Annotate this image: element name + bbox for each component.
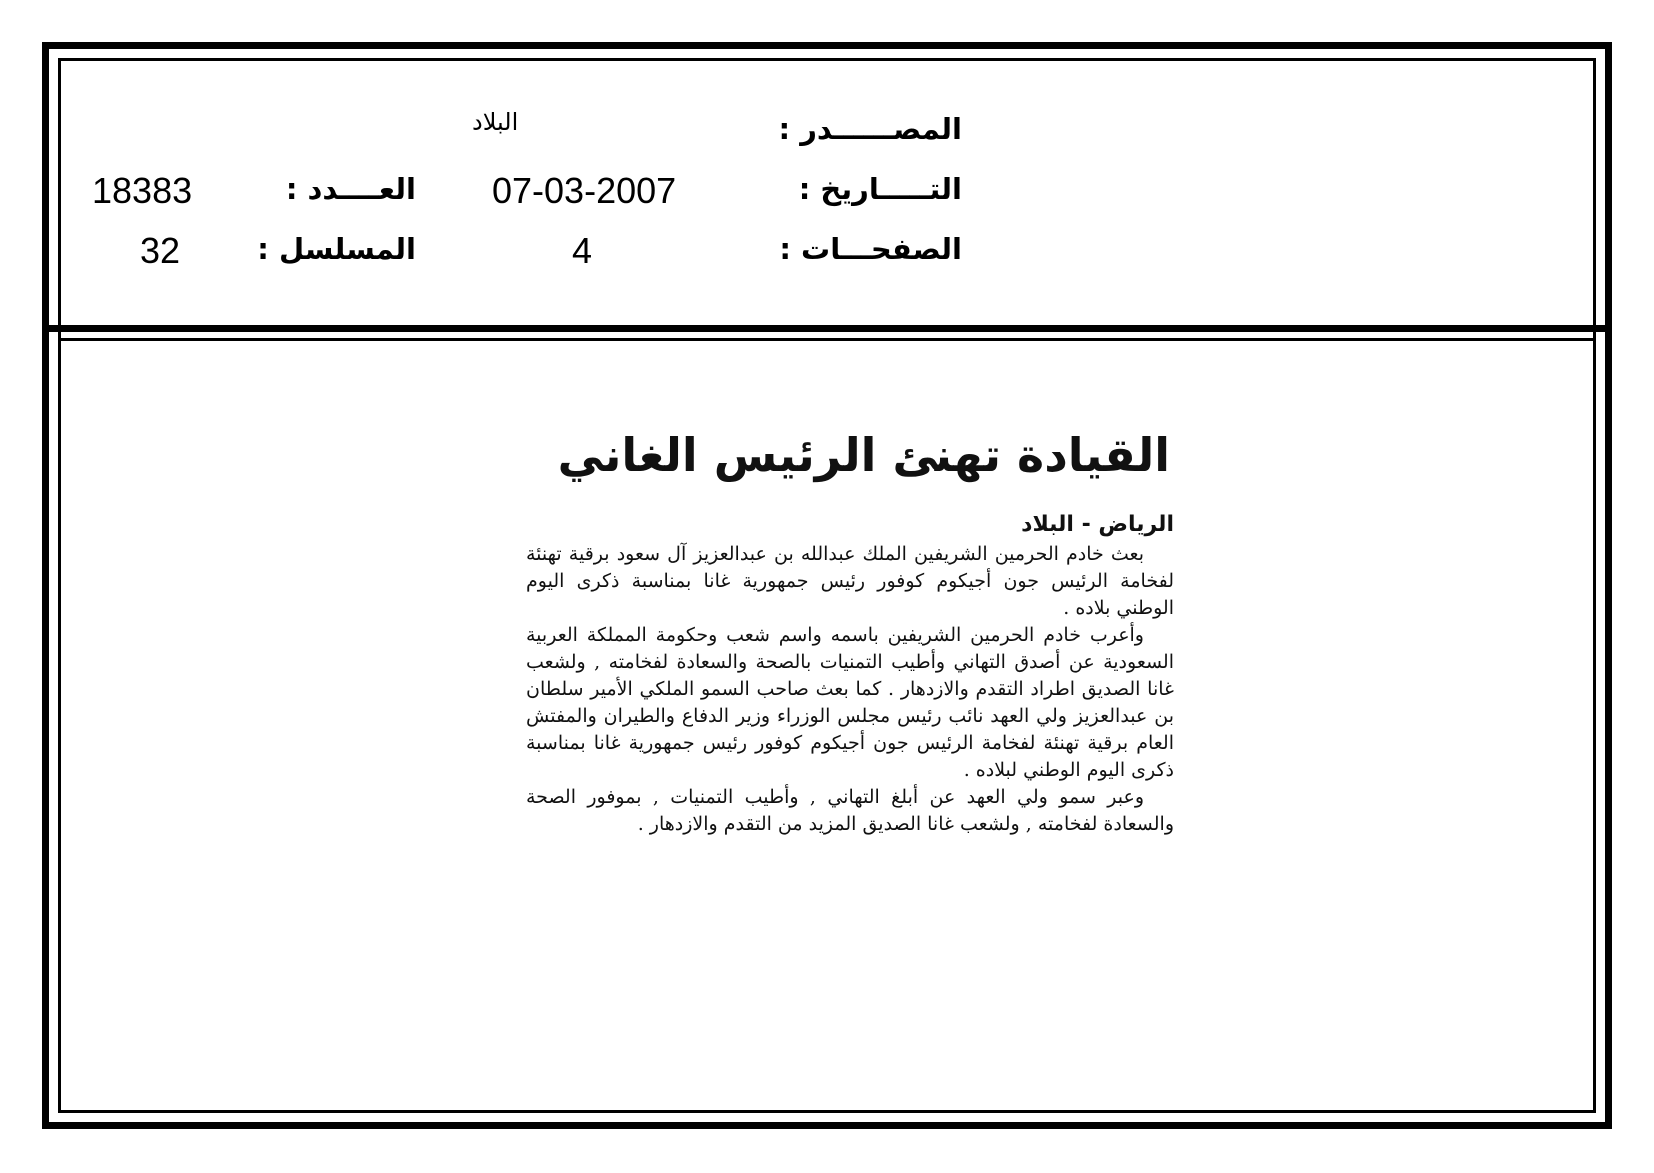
serial-value: 32 xyxy=(140,230,181,271)
pages-value: 4 xyxy=(572,230,593,271)
date-label: التـــــاريخ : xyxy=(798,172,962,206)
issue-label: العــــدد : xyxy=(285,172,416,206)
article-paragraph: بعث خادم الحرمين الشريفين الملك عبدالله بن عبدالعزيز آل سعود برقية تهنئة لفخامة الرئيس جون أجيكوم كوفور رئيس جمهورية غانا بمناسبة ذكرى اليوم الوطني بلاده . xyxy=(526,543,1174,619)
article-headline: القيادة تهنئ الرئيس الغاني xyxy=(557,428,1170,482)
serial-label: المسلسل : xyxy=(257,232,416,266)
article-paragraph: وأعرب خادم الحرمين الشريفين باسمه واسم شعب وحكومة المملكة العربية السعودية عن أصدق التهاني وأطيب التمنيات بالصحة والسعادة لفخامته , ولشعب غانا الصديق اطراد التقدم والازدهار . كما بعث صاحب السمو الملكي الأمير سلطان بن عبدالعزيز ولي العهد نائب رئيس مجلس الوزراء وزير الدفاع والطيران والمفتش العام برقية تهنئة لفخامة الرئيس جون أجيكوم كوفور رئيس جمهورية غانا بمناسبة ذكرى اليوم الوطني لبلاده . xyxy=(526,624,1174,781)
article-dateline: الرياض - البلاد xyxy=(1021,512,1174,537)
source-value: البلاد xyxy=(472,108,519,136)
source-label: المصــــــدر : xyxy=(778,112,962,146)
article-paragraph: وعبر سمو ولي العهد عن أبلغ التهاني , وأطيب التمنيات , بموفور الصحة والسعادة لفخامته , ولشعب غانا الصديق المزيد من التقدم والازدهار . xyxy=(526,786,1174,835)
news-article xyxy=(520,405,1180,960)
header-divider xyxy=(42,325,1612,332)
pages-label: الصفحـــات : xyxy=(779,232,962,266)
header-divider-inner xyxy=(58,338,1596,341)
date-value: 07-03-2007 xyxy=(492,170,677,211)
issue-value: 18383 xyxy=(92,170,193,211)
